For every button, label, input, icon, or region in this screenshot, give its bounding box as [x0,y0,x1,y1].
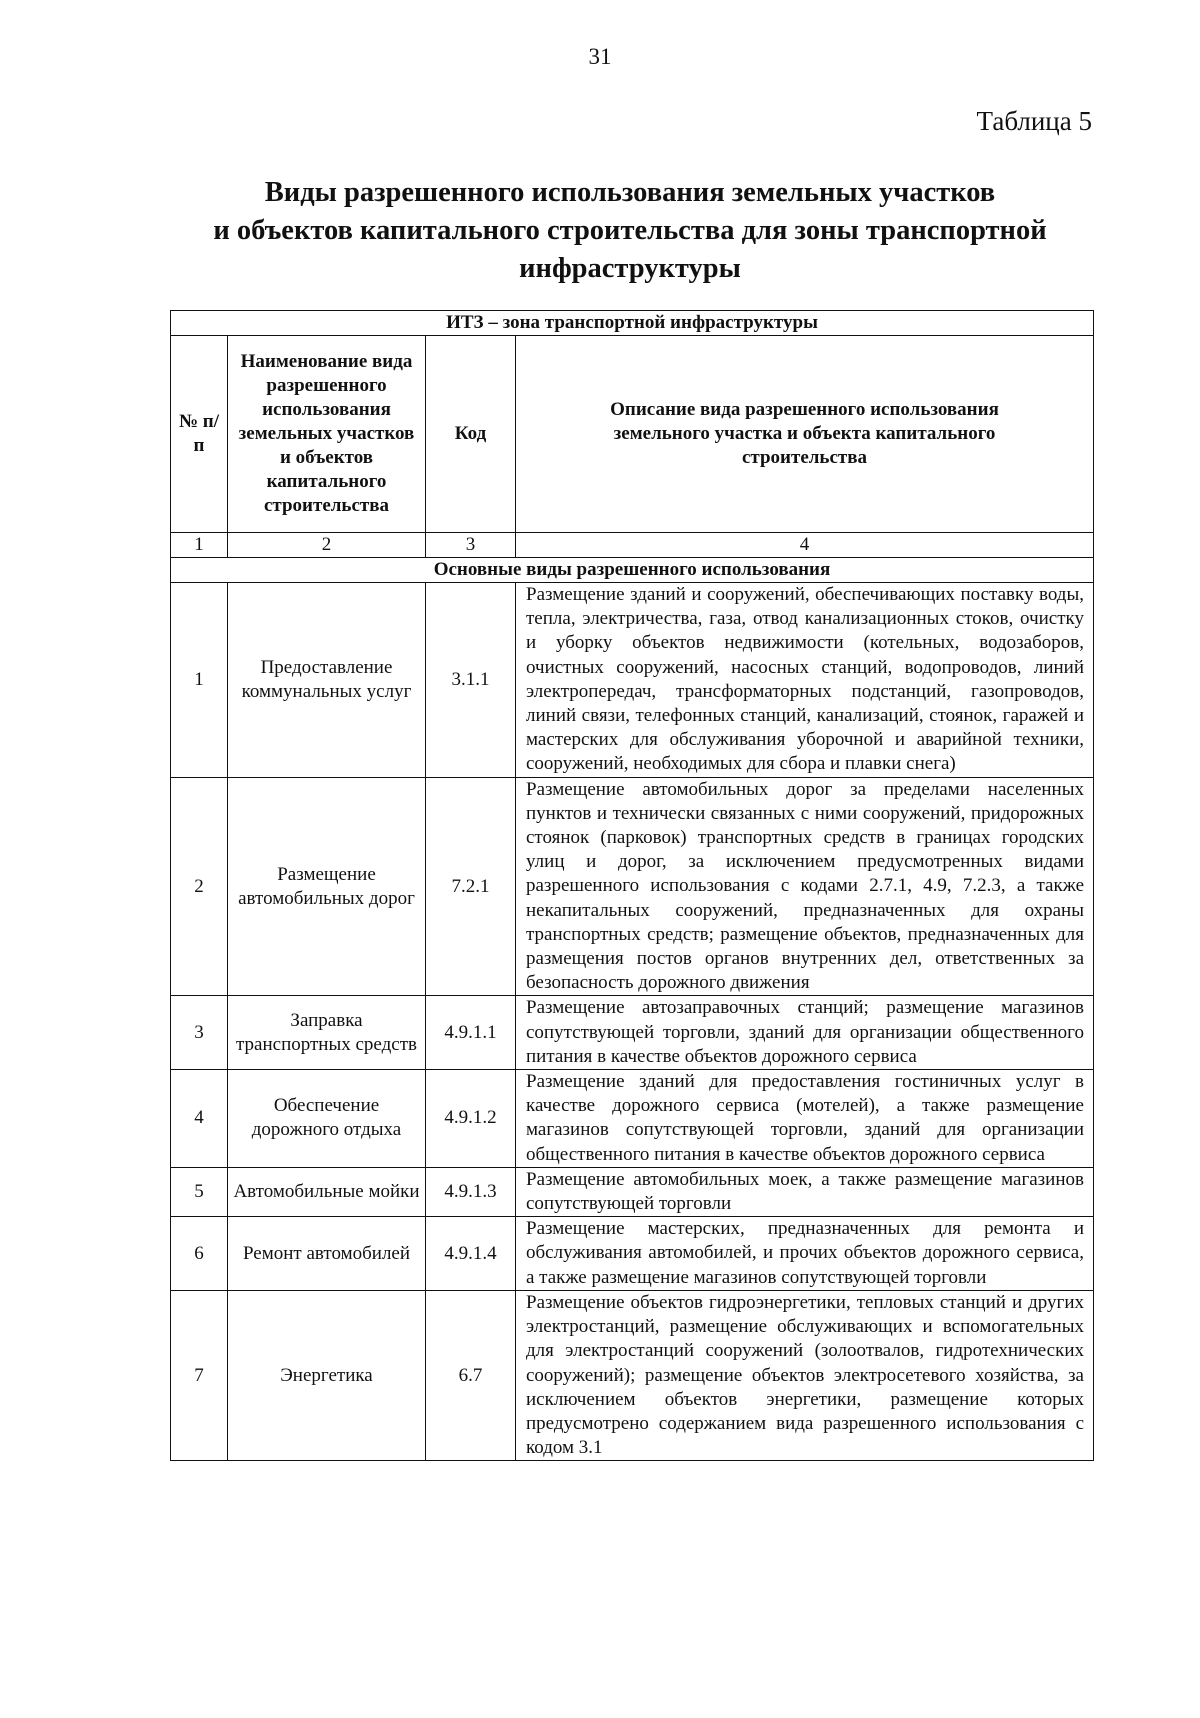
header-row [171,336,1094,533]
table-row [171,583,1094,778]
title-line-3: инфраструктуры [519,253,741,284]
row-name: Размещение автомобильных дорог [228,777,426,996]
row-code: 4.9.1.2 [426,1070,516,1168]
table-label: Таблица 5 [976,106,1092,136]
row-name: Обеспечение дорожного отдыха [228,1070,426,1168]
zone-title-row [171,311,1094,336]
row-description: Размещение зданий для предоставления гостиничных услуг в качестве дорожного сервиса (мотелей), а также размещение магазинов сопутствующей торговли, зданий для организации общественного питания в качестве объектов дорожного сервиса [516,1070,1094,1168]
column-number: 4 [516,533,1094,558]
row-num: 7 [171,1290,228,1460]
column-number-row [171,533,1094,558]
page-number: 31 [588,44,612,69]
row-code: 7.2.1 [426,777,516,996]
header-num: № п/п [171,336,228,533]
row-description: Размещение объектов гидроэнергетики, тепловых станций и других электростанций, размещение обслуживающих и вспомогательных для электростанций сооружений (золоотвалов, гидротехнических сооружений); размещение объектов электросетевого хозяйства, за исключением объектов энергетики, размещение которых предусмотрено содержанием вида разрешенного использования с кодом 3.1 [516,1290,1094,1460]
row-name: Автомобильные мойки [228,1167,426,1216]
row-num: 6 [171,1217,228,1291]
header-description: Описание вида разрешенного использования земельного участка и объекта капитального строительства [516,336,1094,533]
row-name: Ремонт автомобилей [228,1217,426,1291]
section-title: Основные виды разрешенного использования [171,558,1094,583]
document-title [170,174,1090,288]
row-num: 4 [171,1070,228,1168]
table-row [171,1290,1094,1460]
table-row [171,1070,1094,1168]
row-code: 4.9.1.4 [426,1217,516,1291]
row-code: 4.9.1.1 [426,996,516,1070]
row-description: Размещение автозаправочных станций; размещение магазинов сопутствующей торговли, зданий для организации общественного питания в качестве объектов дорожного сервиса [516,996,1094,1070]
row-name: Заправка транспортных средств [228,996,426,1070]
header-code: Код [426,336,516,533]
column-number: 2 [228,533,426,558]
zone-title: ИТЗ – зона транспортной инфраструктуры [171,311,1094,336]
row-num: 1 [171,583,228,778]
row-num: 2 [171,777,228,996]
row-description: Размещение мастерских, предназначенных для ремонта и обслуживания автомобилей, и прочих объектов дорожного сервиса, а также размещение магазинов сопутствующей торговли [516,1217,1094,1291]
row-code: 6.7 [426,1290,516,1460]
row-num: 5 [171,1167,228,1216]
header-name: Наименование вида разрешенного использования земельных участков и объектов капитального строительства [228,336,426,533]
table-row [171,1167,1094,1216]
zone-table [170,310,1094,1461]
row-description: Размещение зданий и сооружений, обеспечивающих поставку воды, тепла, электричества, газа, отвод канализационных стоков, очистку и уборку объектов недвижимости (котельных, водозаборов, очистных сооружений, насосных станций, водопроводов, линий электропередач, трансформаторных подстанций, газопроводов, линий связи, телефонных станций, канализаций, стоянок, гаражей и мастерских для обслуживания уборочной и аварийной техники, сооружений, необходимых для сбора и плавки снега) [516,583,1094,778]
row-num: 3 [171,996,228,1070]
table-row [171,1217,1094,1291]
section-title-row [171,558,1094,583]
row-description: Размещение автомобильных дорог за пределами населенных пунктов и технически связанных с ними сооружений, придорожных стоянок (парковок) транспортных средств в границах городских улиц и дорог, за исключением предусмотренных видами разрешенного использования с кодами 2.7.1, 4.9, 7.2.3, а также некапитальных сооружений, предназначенных для охраны транспортных средств; размещение объектов, предназначенных для размещения постов органов внутренних дел, ответственных за безопасность дорожного движения [516,777,1094,996]
row-description: Размещение автомобильных моек, а также размещение магазинов сопутствующей торговли [516,1167,1094,1216]
row-code: 3.1.1 [426,583,516,778]
column-number: 3 [426,533,516,558]
table-row [171,996,1094,1070]
table-row [171,777,1094,996]
row-name: Энергетика [228,1290,426,1460]
title-line-1: Виды разрешенного использования земельных участков [264,177,996,208]
row-code: 4.9.1.3 [426,1167,516,1216]
column-number: 1 [171,533,228,558]
row-name: Предоставление коммунальных услуг [228,583,426,778]
title-line-2: и объектов капитального строительства для зоны транспортной [213,215,1047,246]
